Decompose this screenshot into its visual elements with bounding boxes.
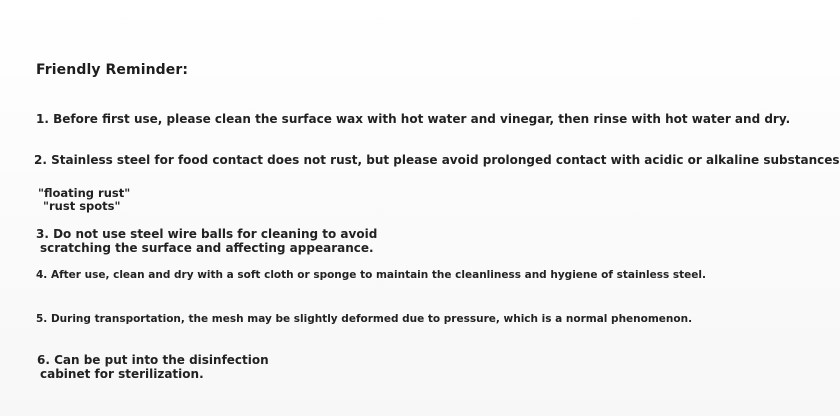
reminder-item-6-line-2: cabinet for sterilization.	[40, 367, 204, 381]
reminder-item-2: 2. Stainless steel for food contact does not rust, but please avoid prolonged contact with acidic or alkaline substances	[34, 153, 840, 167]
reminder-item-3-line-2: scratching the surface and affecting appearance.	[40, 241, 374, 255]
reminder-note-floating-rust: "floating rust"	[38, 186, 131, 200]
reminder-item-6-line-1: 6. Can be put into the disinfection	[37, 353, 269, 367]
reminder-note-rust-spots: "rust spots"	[43, 199, 121, 213]
reminder-title: Friendly Reminder:	[36, 62, 189, 78]
reminder-item-1: 1. Before first use, please clean the surface wax with hot water and vinegar, then rinse with hot water and dry.	[36, 112, 791, 126]
reminder-item-5: 5. During transportation, the mesh may be slightly deformed due to pressure, which is a normal phenomenon.	[36, 313, 693, 325]
reminder-item-4: 4. After use, clean and dry with a soft cloth or sponge to maintain the cleanliness and hygiene of stainless steel.	[36, 269, 707, 281]
reminder-item-3-line-1: 3. Do not use steel wire balls for cleaning to avoid	[36, 227, 378, 241]
